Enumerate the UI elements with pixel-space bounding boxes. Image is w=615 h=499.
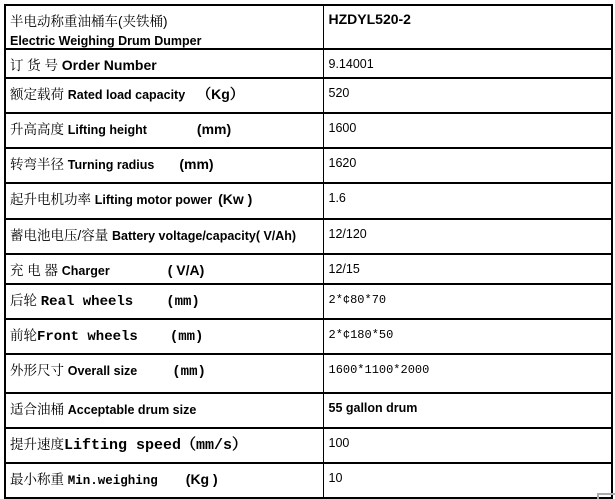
spec-label-cn: 订 货 号	[10, 58, 62, 73]
spec-label-en: Acceptable drum size	[67, 403, 197, 417]
spec-value-cell	[323, 113, 612, 148]
spec-label-en: Front wheels	[37, 329, 138, 345]
spec-value-cell	[323, 319, 612, 354]
spec-label-cell	[5, 428, 323, 463]
product-title-cell	[5, 5, 323, 49]
spec-value: 1600	[328, 121, 357, 135]
spec-value-cell	[323, 49, 612, 78]
spec-value-cell	[323, 78, 612, 113]
table-header-row	[5, 5, 612, 49]
spec-value-cell	[323, 183, 612, 219]
table-row	[5, 463, 612, 498]
spec-label-en: Rated load capacity	[67, 88, 186, 102]
spec-label-cell	[5, 148, 323, 183]
adjacent-corner-handle	[597, 493, 615, 499]
table-row	[5, 319, 612, 354]
spec-value-cell	[323, 284, 612, 319]
spec-value: 10	[328, 471, 343, 485]
spec-label-en: Battery voltage/capacity( V/Ah)	[112, 229, 297, 243]
table-row	[5, 78, 612, 113]
spec-unit: (mm)	[169, 329, 204, 345]
spec-unit: (mm)	[196, 121, 232, 137]
spec-label-cn: 外形尺寸	[10, 363, 68, 378]
spec-label-en: Real wheels	[40, 294, 134, 310]
spec-label-cn: 转弯半径	[10, 157, 68, 172]
table-row	[5, 284, 612, 319]
spec-value: 12/120	[328, 227, 367, 241]
spec-value-cell	[323, 254, 612, 284]
spec-label-cell	[5, 254, 323, 284]
spec-label-cn: 充 电 器	[10, 263, 62, 278]
spec-label-cn: 额定载荷	[10, 87, 68, 102]
table-row	[5, 219, 612, 254]
spec-value-cell	[323, 428, 612, 463]
spec-label-cn: 升高高度	[10, 122, 68, 137]
spec-value-cell	[323, 354, 612, 393]
spec-label-en: Overall size	[67, 364, 138, 378]
spec-value-cell	[323, 148, 612, 183]
spec-label-en: Order Number	[61, 57, 157, 73]
table-row	[5, 49, 612, 78]
spec-unit: (mm)	[166, 294, 200, 310]
spec-value-cell	[323, 463, 612, 498]
spec-label-cn: 起升电机功率	[10, 192, 95, 207]
spec-unit: (mm)	[179, 156, 214, 172]
spec-value: 1.6	[328, 191, 346, 205]
spec-label-cn: 提升速度	[10, 437, 64, 452]
spec-label-cell	[5, 113, 323, 148]
spec-unit: (mm)	[172, 364, 206, 380]
table-row	[5, 428, 612, 463]
model-number: HZDYL520-2	[328, 11, 411, 27]
spec-label-cell	[5, 284, 323, 319]
spec-label-cell	[5, 463, 323, 498]
spec-label-en: Lifting height	[67, 123, 147, 137]
spec-value: 55 gallon drum	[328, 401, 418, 415]
spec-unit: （Kg）	[197, 86, 244, 102]
spec-label-en: Lifting speed	[64, 437, 182, 454]
table-row	[5, 393, 612, 428]
spec-label-cell	[5, 78, 323, 113]
spec-unit: (Kw )	[218, 191, 253, 207]
spec-label-en: Charger	[61, 264, 110, 278]
model-number-cell	[323, 5, 612, 49]
spec-unit: （mm/s）	[181, 437, 248, 454]
spec-unit: (Kg )	[185, 471, 218, 487]
spec-value: 1620	[328, 156, 357, 170]
spec-unit: ( V/A)	[167, 262, 205, 278]
spec-label-en: Min.weighing	[67, 474, 158, 488]
spec-value: 12/15	[328, 262, 360, 276]
spec-value: 1600*1100*2000	[328, 363, 430, 377]
table-row	[5, 183, 612, 219]
product-title-cn: 半电动称重油桶车(夹铁桶)	[10, 14, 168, 29]
spec-label-cn: 适合油桶	[10, 402, 68, 417]
spec-label-cn: 最小称重	[10, 472, 68, 487]
spec-value-cell	[323, 393, 612, 428]
spec-value: 520	[328, 86, 350, 100]
spec-table	[4, 4, 613, 499]
spec-label-cell	[5, 49, 323, 78]
spec-value: 2*¢80*70	[328, 293, 387, 307]
spec-label-cell	[5, 219, 323, 254]
table-row	[5, 254, 612, 284]
spec-value: 9.14001	[328, 57, 374, 71]
spec-value: 2*¢180*50	[328, 328, 394, 342]
table-row	[5, 354, 612, 393]
spec-label-cell	[5, 319, 323, 354]
spec-label-cn: 蓄电池电压/容量	[10, 228, 113, 243]
spec-label-cn: 前轮	[10, 328, 37, 343]
spec-label-en: Lifting motor power	[94, 193, 213, 207]
table-row	[5, 113, 612, 148]
spec-label-cell	[5, 393, 323, 428]
spec-label-en: Turning radius	[67, 158, 155, 172]
spec-label-cell	[5, 354, 323, 393]
spec-label-cn: 后轮	[10, 293, 41, 308]
product-title-en: Electric Weighing Drum Dumper	[10, 34, 202, 48]
spec-value-cell	[323, 219, 612, 254]
table-row	[5, 148, 612, 183]
spec-value: 100	[328, 436, 350, 450]
spec-label-cell	[5, 183, 323, 219]
